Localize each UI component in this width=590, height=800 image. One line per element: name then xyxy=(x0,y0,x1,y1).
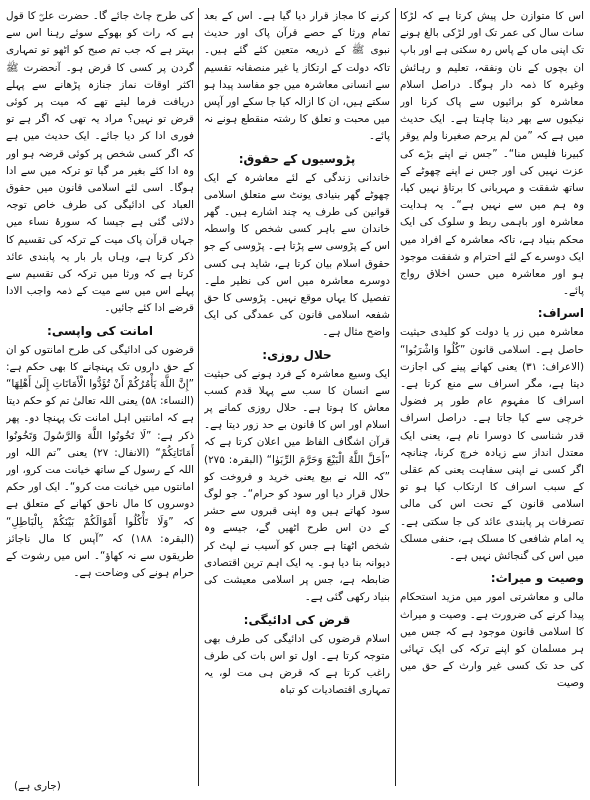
heading-neighbours-rights: پڑوسیوں کے حقوق: xyxy=(238,151,356,166)
column-divider xyxy=(395,8,396,786)
paragraph-inheritance: کرنے کا مجاز قرار دیا گیا ہے۔ اس کے بعد تمام ورثا کے حصے قرآن پاک اور حدیث نبوی ﷺ کے ذریعہ متعین کئے گئے ہیں۔ تاکہ دولت کے ارتکاز یا غیر منصفانہ تقسیم سے انسانی معاشرہ میں جو مفاسد پیدا ہو سکتے ہیں، ان کا ازالہ کیا جا سکے اور آپس میں محبت و تعلق کا رشتہ منقطع ہونے نہ پائے۔ xyxy=(204,10,390,143)
heading-halal-income: حلال روزی: xyxy=(262,347,332,362)
paragraph-halal-income: ایک وسیع معاشرہ کے فرد ہونے کی حیثیت سے انسان کا سب سے پہلا قدم کسب معاش کا ہوتا ہے۔ حلال روزی کمانے پر اسلام اور اس کا قانون بے حد زور دیتا ہے۔ قرآن اشگاف الفاظ میں اعلان کرتا ہے کہ ”أَحَلَّ اللَّهُ الْبَيْعَ وَحَرَّمَ الرِّبَوٰا“ (البقرہ: ۲۷۵) ”کہ اللہ نے بیع یعنی خرید و فروخت کو حلال قرار دیا اور سود کو حرام“۔ جو لوگ سود کھاتے ہیں وہ اپنی قبروں سے حشر کے دن اس طرح اٹھیں گے، جیسے وہ شخص اٹھتا ہے جس کو آسیب نے لپٹ کر دیوانہ بنا دیا ہو۔ یہ ایک اہم ترین اقتصادی ضابطہ ہے، جس پر اسلامی معیشت کی بنیاد رکھی گئی ہے۔ xyxy=(204,367,390,604)
continued-note: (جاری ہے) xyxy=(14,780,61,792)
column-middle xyxy=(204,8,390,778)
heading-israf: اسراف: xyxy=(537,306,584,321)
paragraph-debt-continued: کی طرح چاٹ جائے گا۔ حضرت علیؓ کا قول ہے کہ رات کو بھوکے سوئے رہنا اس سے بہتر ہے کہ جب تم صبح کو اٹھو تو تمہاری گردن پر کسی کا قرض ہو۔ آنحضرت ﷺ اکثر اوقات نماز جنازہ پڑھانے سے پہلے دریافت فرما لیتے تھے کہ میت پر کوئی قرض تو نہیں؟ مراد یہ تھی کہ اگر ہے تو فوری ادا کر دیا جائے۔ ایک حدیث میں ہے کہ اگر کسی شخص پر کوئی قرضہ ہو اور وہ ادا کئے بغیر مر گیا تو ترکہ میں سے ادا ہوگا۔ اسی لئے اسلامی قانون میں حقوق العباد کی ادائیگی کی طرف خاص توجہ دلائی گئی ہے جیسا کہ سورۂ نساء میں جہاں قرآن پاک میت کے ترکہ کی تقسیم کا ذکر کرتا ہے، وہاں بار بار یہ پابندی عائد کرتا ہے کہ ورثا میں ترکہ کی تقسیم سے پہلے اس میں سے میت کے ذمہ واجب الادا قرضے ادا کئے جائیں۔ xyxy=(6,10,194,315)
heading-wasiyat: وصیت و میراث: xyxy=(490,571,584,586)
column-right xyxy=(400,8,584,778)
paragraph-custody: اس کا متوازن حل پیش کرتا ہے کہ لڑکا سات سال کی عمر تک اور لڑکی بالغ ہونے تک اپنی ماں کے پاس رہ سکتی ہے اور باپ ان بچوں کے نان ونفقہ، تعلیم و رہائش وغیرہ کا ذمہ دار ہوگا۔ دراصل اسلام معاشرہ کو برائیوں سے پاک کرنا اور نیکیوں سے بھر دینا چاہتا ہے۔ ایک حدیث میں ہے کہ ”من لم يرحم صغيرنا ولم يوقر كبيرنا فليس منا“۔ ”جس نے اپنے بڑے کی عزت نہیں کی اور جس نے اپنے چھوٹے کے ساتھ شفقت و مہربانی کا برتاؤ نہیں کیا، وہ ہم میں سے نہیں ہے“۔ یہ ہدایت معاشرہ اور باہمی ربط و سلوک کی ایک محکم بنیاد ہے، تاکہ معاشرہ کے افراد میں ایک دوسرے کے لئے احترام و شفقت موجود ہو اور معاشرہ میں حسن اخلاق رواج پائے۔ xyxy=(400,10,584,298)
paragraph-wasiyat: مالی و معاشرتی امور میں مزید استحکام پیدا کرنے کی ضرورت ہے۔ وصیت و میراث کا اسلامی قانون موجود ہے کہ جس میں ہر مسلمان کو اپنے ترکہ کی ایک تہائی کی حد تک کسی غیر وارث کے حق میں وصیت xyxy=(400,591,584,690)
paragraph-neighbours: خاندانی زندگی کے لئے معاشرہ کے ایک چھوٹے گھر بنیادی یونٹ سے متعلق اسلامی قوانین کی طرف یہ چند اشارے ہیں۔ گھر خاندان سے باہر کسی شخص کا واسطہ اس کے پڑوسی سے پڑتا ہے۔ پڑوسی کے جو حقوق اسلام بیان کرتا ہے، شاید ہی کسی دوسرے معاشرہ میں اس کی نظیر ملے۔ تفصیل کا یہاں موقع نہیں۔ پڑوسی کا حق شفعہ اسلامی قانون کی عمدگی کی ایک واضح مثال ہے۔ xyxy=(204,171,390,339)
column-left xyxy=(6,8,194,778)
paragraph-debt: اسلام قرضوں کی ادائیگی کی طرف بھی متوجہ کرتا ہے۔ اول تو اس بات کی طرف راغب کرتا ہے کہ قرض ہی مت لو، یہ تمہاری اقتصادیات کو تباہ xyxy=(204,632,390,697)
paragraph-trust: قرضوں کی ادائیگی کی طرح امانتوں کو ان کے حق داروں تک پہنچانے کا بھی حکم ہے: ”إِنَّ اللَّهَ يَأْمُرُكُمْ أَنْ تُؤَدُّوا الْأَمَانَاتِ إِلَىٰ أَهْلِهَا“ (النساء: ۵۸) یعنی اللہ تعالیٰ تم کو حکم دیتا ہے کہ امانتیں اہل امانت تک پہنچا دو۔ پھر ذکر ہے: ”لَا تَخُونُوا اللَّهَ وَالرَّسُولَ وَتَخُونُوا أَمَانَاتِكُمْ“ (الانفال: ۲۷) یعنی ”تم اللہ اور اللہ کے رسول کے ساتھ خیانت مت کرو، اور امانتوں میں خیانت مت کرو“۔ ایک اور حکم دوسروں کا مال ناحق کھانے کے متعلق ہے کہ ”وَلَا تَأْكُلُوا أَمْوَالَكُمْ بَيْنَكُمْ بِالْبَاطِلِ“ (البقرہ: ۱۸۸) کہ ”آپس کا مال ناجائز طریقوں سے نہ کھاؤ“۔ اس میں رشوت کے حرام ہونے کی وضاحت ہے۔ xyxy=(6,343,194,580)
paragraph-israf: معاشرہ میں زر یا دولت کو کلیدی حیثیت حاصل ہے۔ اسلامی قانون ”كُلُوا وَاشْرَبُوا“ (الاعراف: ۳۱) یعنی کھانے پینے کی اجازت دیتا ہے، مگر اسراف سے منع کرتا ہے۔ اسراف کا مفہوم عام طور پر فضول خرچی سے کیا جاتا ہے۔ دراصل اسراف قدر شناسی کا دوسرا نام ہے، یعنی ایک معتدل انداز سے زیادہ خرچ کرنا، چنانچہ اگر کسی نے اپنی سفاہت یعنی کم عقلی کے سبب اسراف کا ارتکاب کیا ہو تو اسلامی قانون کے تحت اس کی مالی تصرفات پر پابندی عائد کی جا سکتی ہے۔ یہ امام شافعی کا مسلک ہے، حنفی مسلک میں اس کی گنجائش نہیں ہے۔ xyxy=(400,326,584,563)
heading-trust-return: امانت کی واپسی: xyxy=(47,323,153,338)
column-divider xyxy=(198,8,199,786)
heading-debt-repayment: قرض کی ادائیگی: xyxy=(243,612,351,627)
